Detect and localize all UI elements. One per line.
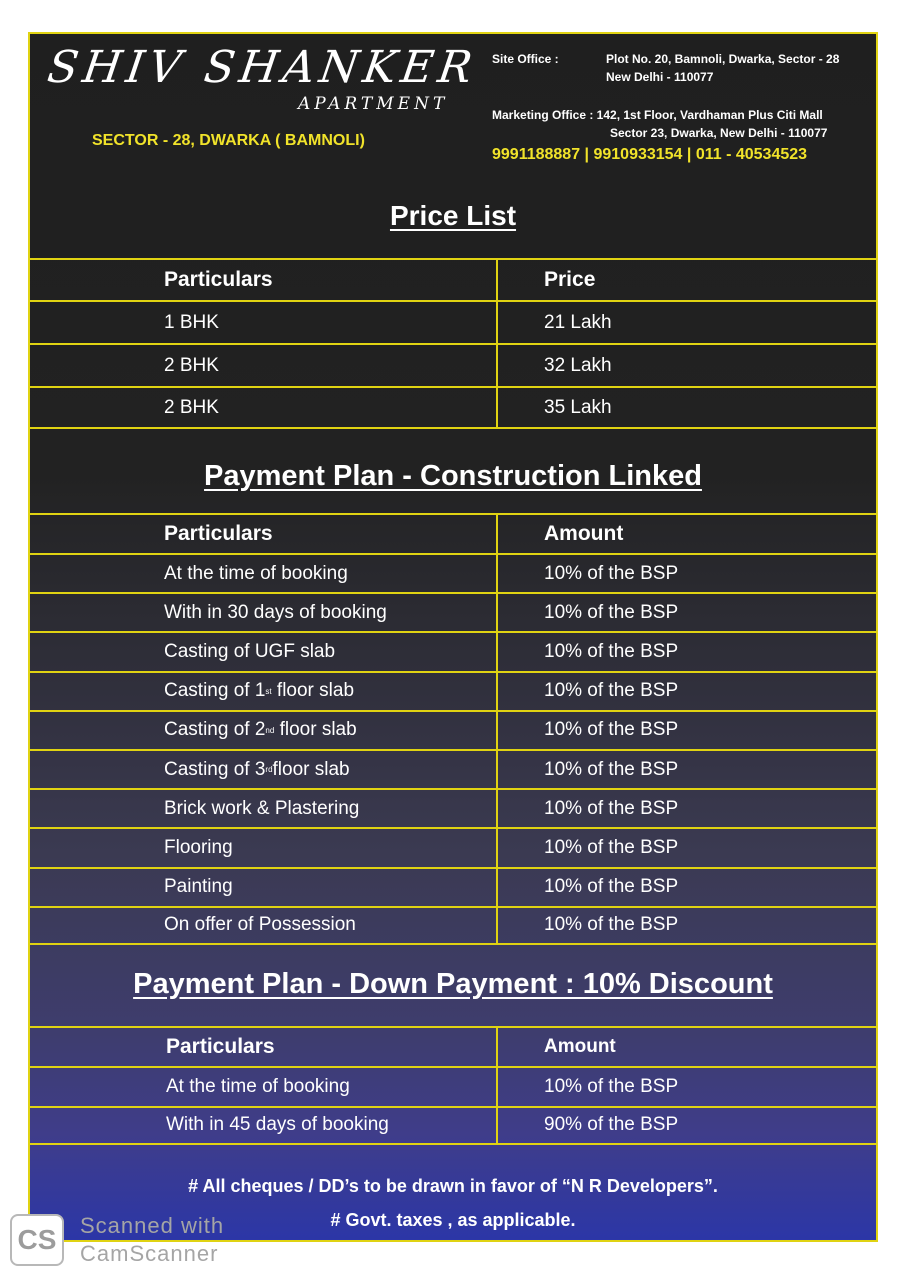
particular-text: Casting of 2 — [164, 719, 266, 741]
row-particular — [164, 633, 335, 670]
row-amount: 10% of the BSP — [496, 790, 876, 827]
project-sector: SECTOR - 28, DWARKA ( BAMNOLI) — [92, 132, 365, 149]
marketing-office-address-line1: Marketing Office : 142, 1st Floor, Vardhaman Plus Citi Mall — [492, 108, 823, 122]
watermark-line2: CamScanner — [80, 1241, 219, 1266]
particular-text: Casting of 1 — [164, 680, 266, 702]
row-particular — [164, 829, 233, 866]
particular-text: On offer of Possession — [164, 914, 356, 936]
down-payment-plan-table — [30, 1026, 876, 1145]
row-amount: 10% of the BSP — [496, 1068, 876, 1106]
down-payment-plan-title: Payment Plan - Down Payment : 10% Discount — [133, 968, 773, 1000]
row-particular: 1 BHK — [164, 311, 219, 333]
column-header-price: Price — [496, 260, 876, 300]
row-particular — [164, 751, 350, 788]
row-particular — [164, 869, 233, 906]
table-header-row — [30, 513, 876, 553]
row-particular — [164, 555, 348, 592]
table-row — [30, 867, 876, 906]
particular-text-suffix: floor slab — [271, 680, 355, 702]
site-office-label: Site Office : — [492, 52, 559, 66]
row-amount: 10% of the BSP — [496, 751, 876, 788]
row-amount: 10% of the BSP — [496, 908, 876, 943]
brand-logo — [44, 42, 481, 114]
particular-text-suffix: floor slab — [274, 719, 357, 741]
row-particular: 2 BHK — [164, 396, 219, 418]
ordinal-suffix: st — [265, 686, 272, 696]
table-row — [30, 788, 876, 827]
column-header-amount: Amount — [496, 515, 876, 553]
particular-text: Casting of UGF slab — [164, 640, 336, 662]
ordinal-suffix: nd — [265, 725, 275, 735]
table-row — [30, 827, 876, 866]
row-particular — [164, 790, 359, 827]
ordinal-suffix: rd — [265, 765, 273, 775]
column-header-particulars: Particulars — [164, 268, 273, 291]
camscanner-logo: CS — [10, 1214, 64, 1266]
row-particular — [164, 908, 356, 943]
row-price: 32 Lakh — [496, 345, 876, 386]
table-row — [30, 1106, 876, 1146]
camscanner-watermark — [80, 1212, 224, 1268]
price-list-sheet — [28, 32, 878, 1242]
row-amount: 10% of the BSP — [496, 633, 876, 670]
table-row — [30, 553, 876, 592]
site-office-address-line1: Plot No. 20, Bamnoli, Dwarka, Sector - 28 — [606, 52, 840, 66]
price-list-title: Price List — [389, 200, 517, 231]
row-particular — [164, 712, 357, 749]
row-amount: 10% of the BSP — [496, 673, 876, 710]
table-row — [30, 386, 876, 429]
row-particular — [164, 673, 354, 710]
column-header-particulars: Particulars — [164, 522, 273, 545]
row-amount: 10% of the BSP — [496, 829, 876, 866]
row-particular: 2 BHK — [164, 354, 219, 376]
construction-plan-table — [30, 513, 876, 945]
particular-text: At the time of booking — [164, 562, 348, 584]
column-header-particulars: Particulars — [166, 1035, 275, 1058]
table-row — [30, 592, 876, 631]
column-header-amount: Amount — [496, 1028, 876, 1066]
row-amount: 10% of the BSP — [496, 555, 876, 592]
table-row — [30, 1066, 876, 1106]
row-particular: At the time of booking — [166, 1075, 350, 1097]
price-list-table — [30, 258, 876, 429]
watermark-line1: Scanned with — [80, 1213, 225, 1238]
row-particular — [164, 594, 387, 631]
particular-text: Flooring — [164, 836, 233, 858]
table-header-row — [30, 258, 876, 300]
site-office-address-line2: New Delhi - 110077 — [606, 70, 714, 84]
brand-subtitle: APARTMENT — [298, 94, 449, 114]
brand-title: SHIV SHANKER — [44, 42, 481, 93]
row-amount: 10% of the BSP — [496, 594, 876, 631]
table-row — [30, 749, 876, 788]
row-price: 21 Lakh — [496, 302, 876, 343]
particular-text-suffix: floor slab — [272, 758, 350, 780]
construction-plan-title: Payment Plan - Construction Linked — [204, 460, 702, 492]
table-row — [30, 343, 876, 386]
footer-cheque-note: # All cheques / DD’s to be drawn in favor of “N R Developers”. — [188, 1176, 718, 1196]
marketing-office-address-line2: Sector 23, Dwarka, New Delhi - 110077 — [610, 126, 828, 140]
row-price: 35 Lakh — [496, 388, 876, 427]
table-row — [30, 671, 876, 710]
particular-text: Painting — [164, 876, 233, 898]
table-header-row — [30, 1026, 876, 1066]
table-row — [30, 710, 876, 749]
particular-text: With in 30 days of booking — [164, 601, 387, 623]
table-row — [30, 906, 876, 945]
row-amount: 10% of the BSP — [496, 712, 876, 749]
particular-text: Brick work & Plastering — [164, 797, 360, 819]
row-amount: 10% of the BSP — [496, 869, 876, 906]
table-row — [30, 631, 876, 670]
table-row — [30, 300, 876, 343]
contact-phones: 9991188887 | 9910933154 | 011 - 40534523 — [492, 146, 808, 163]
particular-text: Casting of 3 — [164, 758, 266, 780]
row-amount: 90% of the BSP — [496, 1108, 876, 1144]
row-particular: With in 45 days of booking — [166, 1114, 389, 1136]
footer-tax-note: # Govt. taxes , as applicable. — [330, 1210, 576, 1230]
